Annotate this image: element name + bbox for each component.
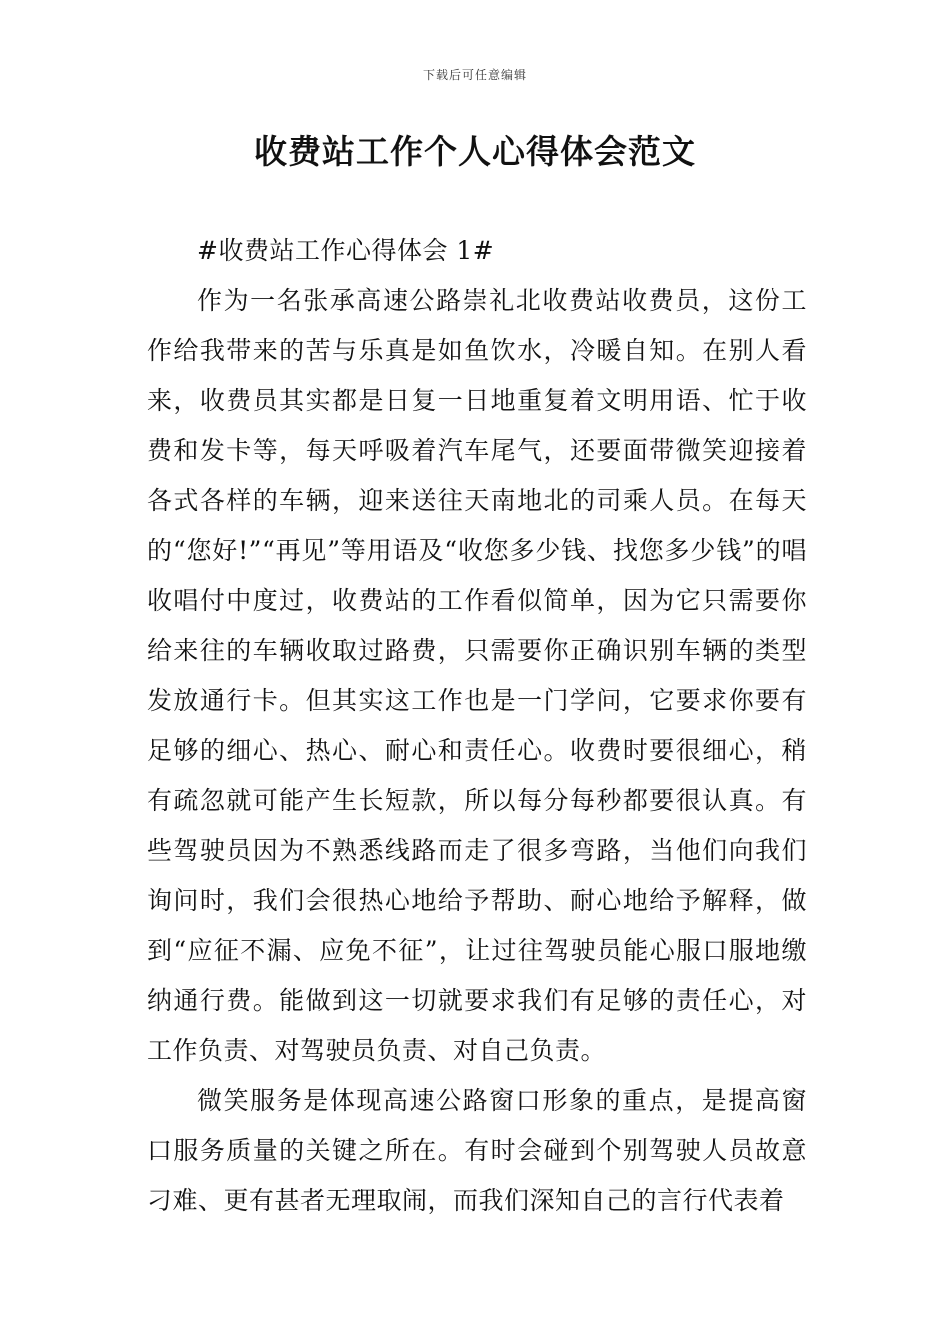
header-note: 下载后可任意编辑 — [422, 68, 527, 82]
section-heading: #收费站工作心得体会 1# — [197, 236, 495, 265]
paragraph-2: 微笑服务是体现高速公路窗口形象的重点，是提高窗口服务质量的关键之所在。有时会碰到个别驾驶人员故意刁难、更有甚者无理取闹，而我们深知自己的言行代表着 — [147, 1086, 807, 1215]
document-body — [147, 226, 807, 1226]
paragraph-1: 作为一名张承高速公路崇礼北收费站收费员，这份工作给我带来的苦与乐真是如鱼饮水，冷暖自知。在别人看来，收费员其实都是日复一日地重复着文明用语、忙于收费和发卡等，每天呼吸着汽车尾气，还要面带微笑迎接着各式各样的车辆，迎来送往天南地北的司乘人员。在每天的“您好!”“再见”等用语及“收您多少钱、找您多少钱”的唱收唱付中度过，收费站的工作看似简单，因为它只需要你给来往的车辆收取过路费，只需要你正确识别车辆的类型发放通行卡。但其实这工作也是一门学问，它要求你要有足够的细心、热心、耐心和责任心。收费时要很细心，稍有疏忽就可能产生长短款，所以每分每秒都要很认真。有些驾驶员因为不熟悉线路而走了很多弯路，当他们向我们询问时，我们会很热心地给予帮助、耐心地给予解释，做到“应征不漏、应免不征”，让过往驾驶员能心服口服地缴纳通行费。能做到这一切就要求我们有足够的责任心，对工作负责、对驾驶员负责、对自己负责。 — [147, 286, 807, 1065]
document-title: 收费站工作个人心得体会范文 — [254, 132, 696, 171]
